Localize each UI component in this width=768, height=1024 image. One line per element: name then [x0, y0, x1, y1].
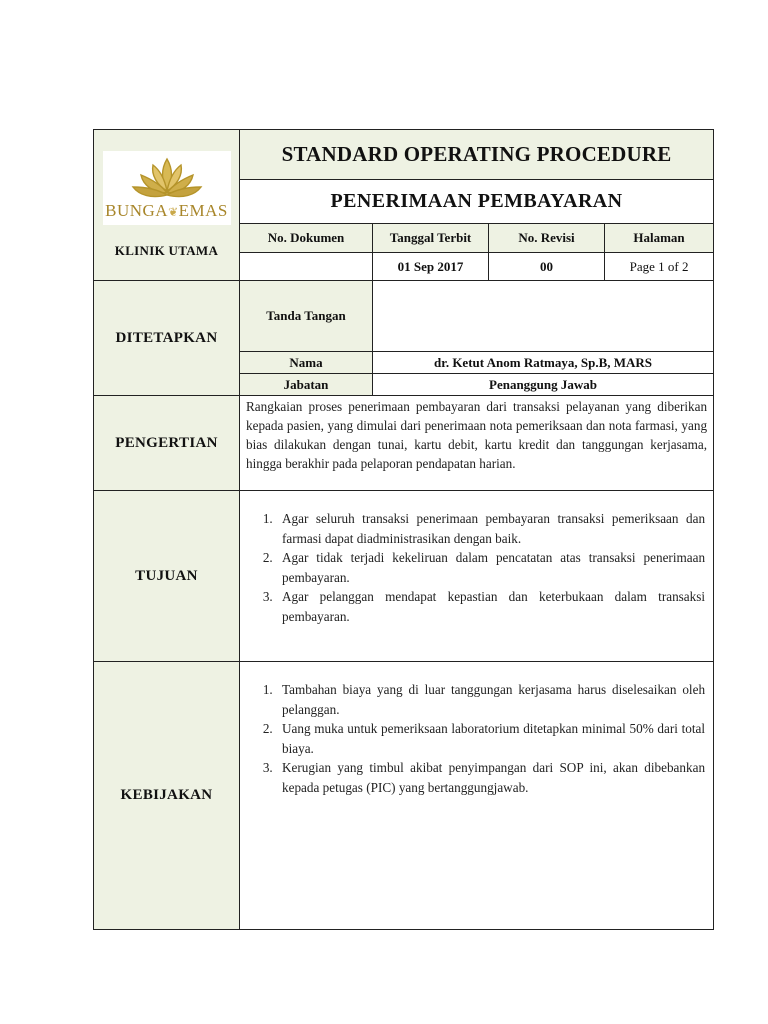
- pengertian-label: PENGERTIAN: [94, 396, 240, 491]
- tujuan-label: TUJUAN: [94, 491, 240, 662]
- logo-text-right: EMAS: [178, 201, 228, 220]
- pengertian-cell: [240, 396, 714, 491]
- list-item: 2. Uang muka untuk pemeriksaan laboratorium ditetapkan minimal 50% dari total biaya.: [276, 719, 705, 758]
- clinic-logo-cell: [94, 130, 240, 281]
- col-header-no-revisi: No. Revisi: [489, 224, 605, 253]
- kebijakan-cell: [240, 662, 714, 930]
- bunga-emas-logo: [103, 151, 231, 225]
- pengertian-text: Rangkaian proses penerimaan pembayaran dari transaksi pelayanan yang diberikan kepada pasien, yang dimulai dari penerimaan nota pemeriksaan dan nota farmasi, yang bias dilakukan dengan tunai, kartu debit, kartu kredit dan tanggungan kerjasama, hingga berakhir pada pelaporan pendapatan harian.: [246, 399, 708, 471]
- nama-label: Nama: [240, 352, 373, 374]
- tujuan-list: [240, 509, 713, 626]
- col-header-halaman: Halaman: [605, 224, 714, 253]
- nama-value: dr. Ketut Anom Ratmaya, Sp.B, MARS: [373, 352, 714, 374]
- value-no-revisi: 00: [489, 253, 605, 281]
- list-item: 1. Agar seluruh transaksi penerimaan pembayaran transaksi pemeriksaan dan farmasi dapat diadministrasikan dengan baik.: [276, 509, 705, 548]
- list-item: 3. Kerugian yang timbul akibat penyimpangan dari SOP ini, akan dibebankan kepada petugas (PIC) yang bertanggungjawab.: [276, 758, 705, 797]
- kebijakan-list: [240, 680, 713, 797]
- value-tanggal-terbit: 01 Sep 2017: [373, 253, 489, 281]
- procedure-title: PENERIMAAN PEMBAYARAN: [240, 180, 714, 224]
- col-header-no-dokumen: No. Dokumen: [240, 224, 373, 253]
- list-item: 2. Agar tidak terjadi kekeliruan dalam pencatatan atas transaksi penerimaan pembayaran.: [276, 548, 705, 587]
- col-header-tanggal-terbit: Tanggal Terbit: [373, 224, 489, 253]
- kebijakan-label: KEBIJAKAN: [94, 662, 240, 930]
- logo-text-left: BUNGA: [105, 201, 169, 220]
- list-item: 1. Tambahan biaya yang di luar tanggungan kerjasama harus diselesaikan oleh pelanggan.: [276, 680, 705, 719]
- signature-area: [373, 281, 714, 352]
- jabatan-label: Jabatan: [240, 374, 373, 396]
- document-title: STANDARD OPERATING PROCEDURE: [240, 130, 714, 180]
- logo-wordmark: BUNGA❦EMAS: [105, 201, 228, 220]
- tanda-tangan-label: Tanda Tangan: [240, 281, 373, 352]
- value-halaman: Page 1 of 2: [605, 253, 714, 281]
- value-no-dokumen: [240, 253, 373, 281]
- clinic-name: KLINIK UTAMA: [114, 243, 219, 258]
- list-item: 3. Agar pelanggan mendapat kepastian dan keterbukaan dalam transaksi pembayaran.: [276, 587, 705, 626]
- ditetapkan-label: DITETAPKAN: [94, 281, 240, 396]
- sop-table: [93, 129, 714, 930]
- tujuan-cell: [240, 491, 714, 662]
- jabatan-value: Penanggung Jawab: [373, 374, 714, 396]
